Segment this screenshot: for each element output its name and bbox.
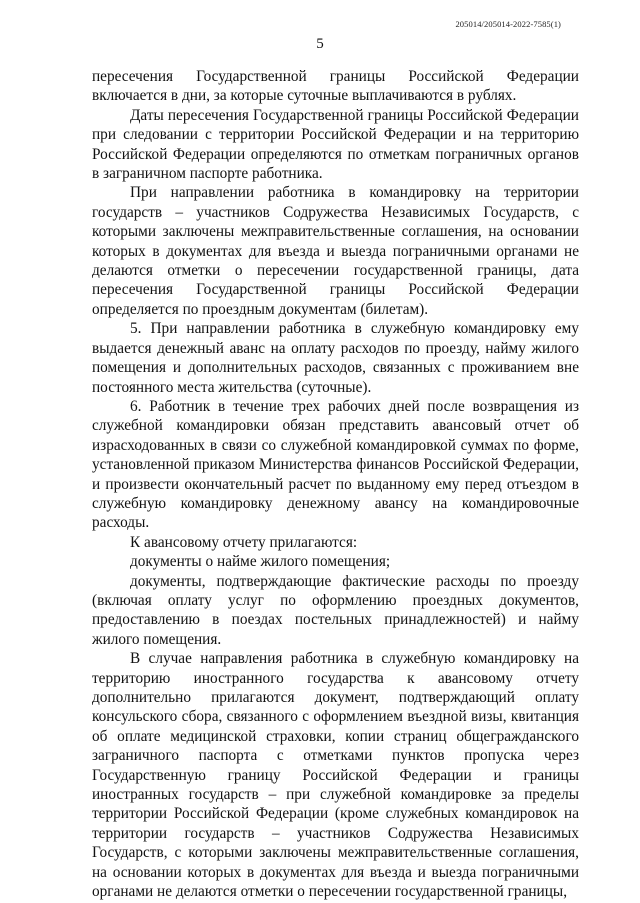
paragraph: 5. При направлении работника в служебную командировку ему выдается денежный аванс на оплату расходов по проезду, найму жилого помещения и дополнительных расходов, связанных с проживанием вне постоянного места жительства (суточные). <box>92 320 579 396</box>
paragraph: К авансовому отчету прилагаются: <box>130 533 358 551</box>
paragraph: 6. Работник в течение трех рабочих дней после возвращения из служебной командировки обязан представить авансовый отчет об израсходованных в связи со служебной командировкой суммах по форме, установленной приказом Министерства финансов Российской Федерации, и произвести окончательный расчет по выданному ему перед отъездом в служебную командировку денежному авансу на командировочные расходы. <box>92 397 579 532</box>
paragraph: пересечения Государственной границы Российской Федерации включается в дни, за которые суточные выплачиваются в рублях. <box>92 68 579 105</box>
page-number: 5 <box>316 36 324 52</box>
paragraph: документы, подтверждающие фактические расходы по проезду (включая оплату услуг по оформлению проездных документов, предоставлению в поездах постельных принадлежностей) и найму жилого помещения. <box>92 572 579 648</box>
paragraph: Даты пересечения Государственной границы Российской Федерации при следовании с территории Российской Федерации и на территорию Российской Федерации определяются по отметкам пограничных органов в заграничном паспорте работника. <box>92 106 579 183</box>
paragraph: документы о найме жилого помещения; <box>130 553 391 571</box>
document-body <box>92 67 579 901</box>
paragraph: В случае направления работника в служебную командировку на территорию иностранного государства к авансовому отчету дополнительно прилагаются документ, подтверждающий оплату консульского сбора, связанного с оформлением въездной визы, квитанция об оплате медицинской страховки, копии страниц общегражданского заграничного паспорта с отметками пунктов пропуска через Государственную границу Российской Федерации и границы иностранных государств – при служебной командировке за пределы территории Российской Федерации (кроме служебных командировок на территории государств – участников Содружества Независимых Государств, с которыми заключены межправительственные соглашения, на основании которых в документах для въезда и выезда пограничными органами не делаются отметки о пересечении государственной границы, <box>92 650 579 901</box>
document-id: 205014/205014-2022-7585(1) <box>455 19 561 29</box>
paragraph: При направлении работника в командировку на территории государств – участников Содружества Независимых Государств, с которыми заключены межправительственные соглашения, на основании которых в документах для въезда и выезда пограничными органами не делаются отметки о пересечении государственной границы, дата пересечения Государственной границы Российской Федерации определяется по проездным документам (билетам). <box>92 184 579 318</box>
